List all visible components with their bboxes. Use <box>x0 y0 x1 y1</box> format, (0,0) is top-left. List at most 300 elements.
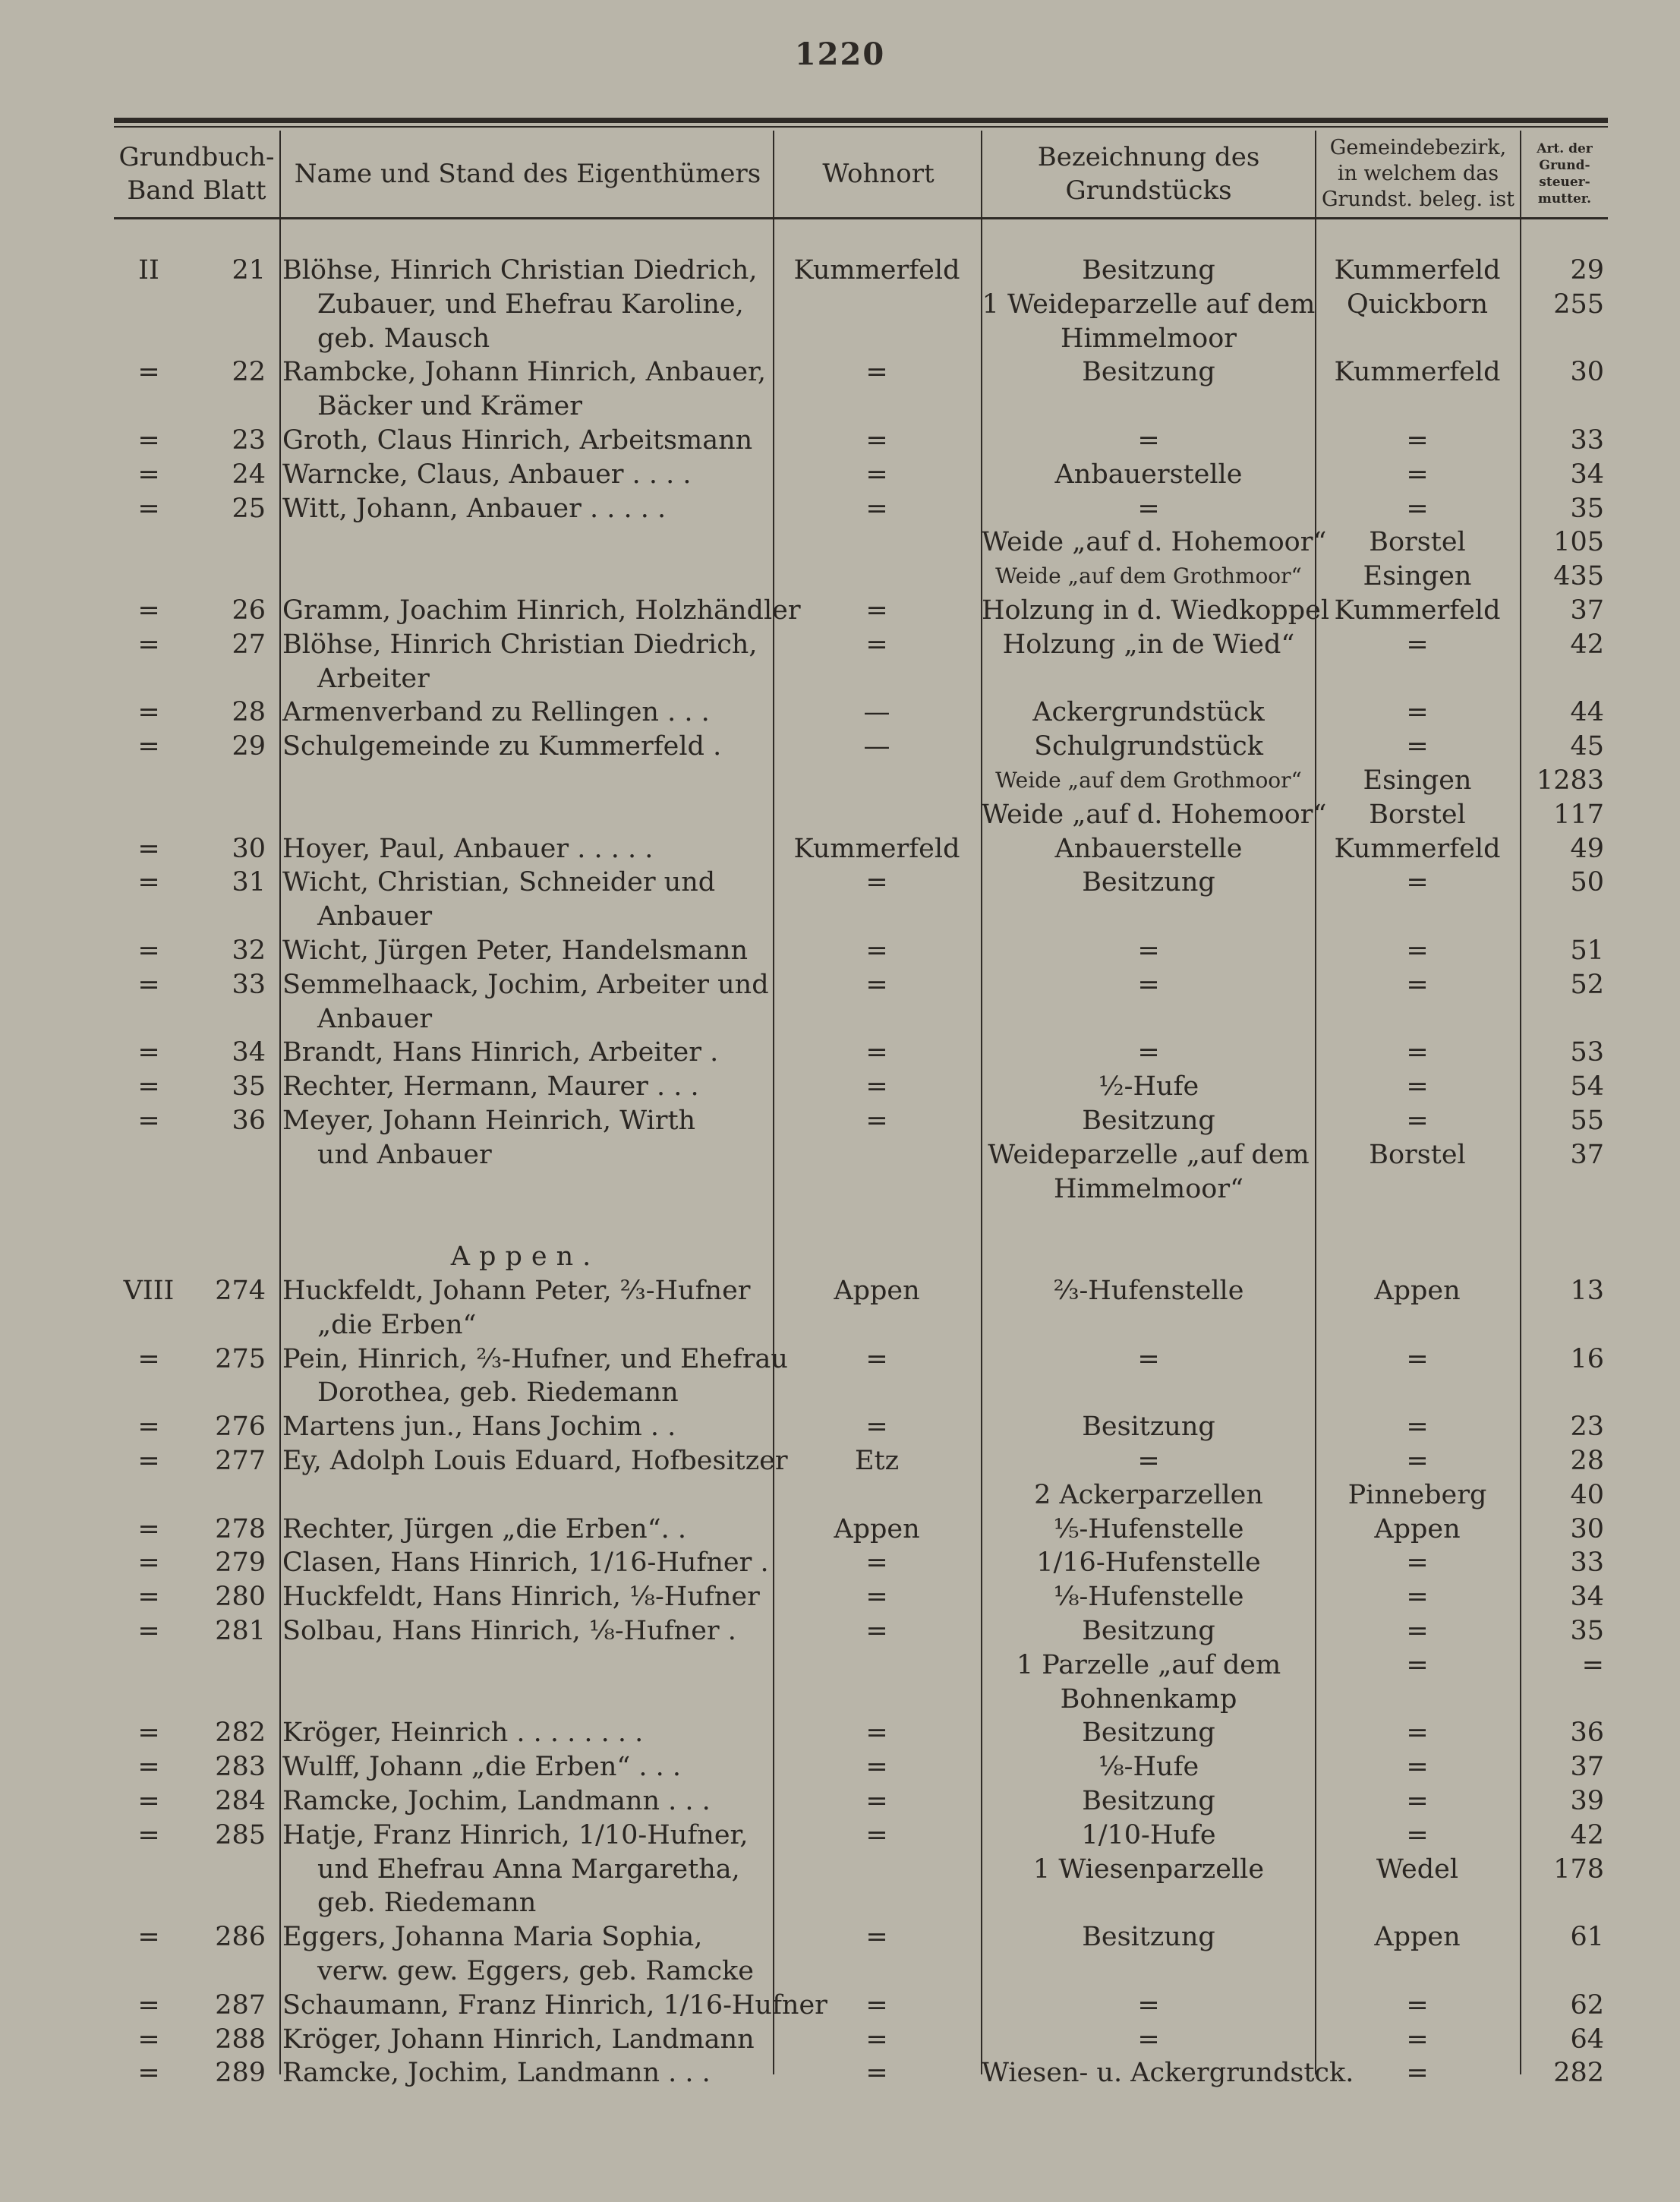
table-row <box>0 662 1680 696</box>
table-row <box>0 594 1680 627</box>
cell-band: = <box>137 969 160 1000</box>
cell-name: Solbau, Hans Hinrich, ⅛-Hufner . <box>282 1616 736 1646</box>
table-row <box>0 254 1680 287</box>
cell-bez: Ackergrundstück <box>1032 697 1265 728</box>
cell-band: II <box>138 255 159 286</box>
cell-gem: = <box>1406 425 1429 456</box>
cell-wohnort: = <box>865 1786 888 1816</box>
cell-blatt: 288 <box>215 2024 266 2055</box>
header-wohnort: Wohnort <box>822 159 935 189</box>
cell-name: Schaumann, Franz Hinrich, 1/16-Hufner <box>282 1989 827 2021</box>
cell-band: = <box>137 1819 160 1850</box>
cell-band: = <box>137 595 160 626</box>
cell-band: = <box>137 1343 160 1374</box>
cell-bez: Weide „auf dem Grothmoor“ <box>995 768 1302 793</box>
cell-gem: Pinneberg <box>1347 1479 1487 1510</box>
table-row <box>0 1819 1680 1852</box>
cell-bez: = <box>1137 969 1160 1000</box>
cell-gem: = <box>1406 1547 1429 1579</box>
table-row <box>0 1784 1680 1818</box>
cell-art: 42 <box>1570 1819 1604 1850</box>
table-row <box>0 1376 1680 1409</box>
cell-name: Hatje, Franz Hinrich, 1/10-Hufner, <box>282 1819 749 1850</box>
cell-band: = <box>137 1513 160 1544</box>
cell-art: 178 <box>1553 1853 1604 1885</box>
cell-art: 35 <box>1570 493 1604 524</box>
table-row <box>0 832 1680 866</box>
cell-art: 54 <box>1570 1071 1604 1103</box>
cell-bez: = <box>1137 1343 1160 1374</box>
cell-wohnort: = <box>865 1752 888 1783</box>
cell-bez: Anbauerstelle <box>1054 459 1243 490</box>
cell-bez: = <box>1137 425 1160 456</box>
table-row <box>0 900 1680 933</box>
cell-wohnort: = <box>865 1989 888 2021</box>
cell-blatt: 276 <box>215 1412 266 1443</box>
cell-name: Wicht, Jürgen Peter, Handelsmann <box>282 935 749 966</box>
cell-name: Ramcke, Jochim, Landmann . . . <box>282 1786 711 1816</box>
cell-name: Rechter, Hermann, Maurer . . . <box>282 1071 699 1103</box>
cell-gem: Kummerfeld <box>1334 595 1501 626</box>
cell-blatt: 22 <box>232 357 266 388</box>
cell-name: „die Erben“ <box>317 1309 477 1340</box>
table-row <box>0 1954 1680 1988</box>
cell-wohnort: = <box>865 2024 888 2055</box>
table-row <box>0 1648 1680 1682</box>
cell-art: 105 <box>1553 527 1604 558</box>
cell-bez: = <box>1137 2024 1160 2055</box>
cell-art: 49 <box>1570 833 1604 864</box>
cell-gem: = <box>1406 1037 1429 1068</box>
cell-band: = <box>137 731 160 762</box>
cell-blatt: 33 <box>232 969 266 1000</box>
table-row <box>0 730 1680 763</box>
table-row <box>0 1104 1680 1137</box>
cell-wohnort: Kummerfeld <box>793 255 960 286</box>
cell-wohnort: Kummerfeld <box>793 833 960 864</box>
cell-gem: = <box>1406 1649 1429 1680</box>
cell-blatt: 28 <box>232 697 266 728</box>
cell-gem: = <box>1406 1343 1429 1374</box>
cell-blatt: 275 <box>215 1343 266 1374</box>
cell-gem: = <box>1406 697 1429 728</box>
cell-art: 13 <box>1570 1276 1604 1306</box>
cell-gem: = <box>1406 731 1429 762</box>
cell-wohnort: — <box>863 731 890 762</box>
table-row <box>0 1716 1680 1749</box>
cell-wohnort: = <box>865 595 888 626</box>
cell-gem: = <box>1406 1718 1429 1749</box>
header-top-rule <box>114 118 1608 123</box>
table-row <box>0 1342 1680 1376</box>
table-row <box>0 1513 1680 1546</box>
cell-bez: = <box>1137 1989 1160 2021</box>
cell-gem: Appen <box>1374 1922 1461 1953</box>
cell-bez: Wiesen- u. Ackergrundstck. <box>982 2058 1354 2089</box>
cell-wohnort: = <box>865 1412 888 1443</box>
header-band-blatt <box>114 133 279 215</box>
cell-name: Blöhse, Hinrich Christian Diedrich, <box>282 629 758 660</box>
cell-bez: Himmelmoor <box>1060 323 1237 354</box>
table-row <box>0 1172 1680 1206</box>
cell-art: 117 <box>1553 799 1604 830</box>
header-art-line1: Art. der <box>1537 141 1593 156</box>
cell-bez: = <box>1137 1037 1160 1068</box>
cell-art: 33 <box>1570 1547 1604 1579</box>
table-row <box>0 1206 1680 1239</box>
header-gemeinde-line3: Grundst. beleg. ist <box>1321 188 1515 211</box>
cell-art: 61 <box>1570 1922 1604 1953</box>
cell-gem: Kummerfeld <box>1334 255 1501 286</box>
cell-bez: Weideparzelle „auf dem <box>988 1139 1310 1170</box>
table-row <box>0 322 1680 355</box>
cell-blatt: 21 <box>232 255 266 286</box>
cell-name: Witt, Johann, Anbauer . . . . . <box>282 493 667 524</box>
cell-name: Hoyer, Paul, Anbauer . . . . . <box>282 833 654 864</box>
cell-band: = <box>137 1446 160 1476</box>
cell-art: 36 <box>1570 1718 1604 1749</box>
cell-gem: = <box>1406 969 1429 1000</box>
cell-gem: = <box>1406 1616 1429 1646</box>
cell-wohnort: Appen <box>834 1513 920 1544</box>
cell-art: 30 <box>1570 357 1604 388</box>
cell-blatt: 279 <box>215 1547 266 1579</box>
cell-bez: Schulgrundstück <box>1034 731 1263 762</box>
cell-art: 42 <box>1570 629 1604 660</box>
cell-art: 34 <box>1570 459 1604 490</box>
header-art <box>1521 133 1608 215</box>
table-row <box>0 355 1680 389</box>
cell-band: = <box>137 1989 160 2021</box>
cell-blatt: 35 <box>232 1071 266 1103</box>
cell-gem: = <box>1406 1786 1429 1816</box>
cell-bez: = <box>1137 493 1160 524</box>
cell-bez: Anbauerstelle <box>1054 833 1243 864</box>
cell-art: 1283 <box>1536 765 1604 796</box>
table-row <box>0 525 1680 559</box>
cell-name: Gramm, Joachim Hinrich, Holzhändler <box>282 595 801 626</box>
cell-wohnort: Appen <box>834 1276 920 1306</box>
cell-bez: 1/16-Hufenstelle <box>1036 1547 1261 1579</box>
cell-band: = <box>137 935 160 966</box>
cell-band: = <box>137 833 160 864</box>
cell-gem: = <box>1406 935 1429 966</box>
cell-wohnort: = <box>865 629 888 660</box>
cell-wohnort: = <box>865 1819 888 1850</box>
page-number: 1220 <box>794 36 886 72</box>
cell-gem: = <box>1406 1819 1429 1850</box>
cell-wohnort: — <box>863 697 890 728</box>
cell-blatt: 281 <box>215 1616 266 1646</box>
cell-wohnort: = <box>865 357 888 388</box>
cell-wohnort: = <box>865 969 888 1000</box>
cell-gem: Wedel <box>1376 1853 1459 1885</box>
cell-wohnort: = <box>865 1582 888 1613</box>
cell-blatt: 289 <box>215 2058 266 2089</box>
table-row <box>0 2023 1680 2056</box>
cell-blatt: 24 <box>232 459 266 490</box>
table-row <box>0 968 1680 1002</box>
cell-name: Anbauer <box>317 901 433 932</box>
table-row <box>0 934 1680 967</box>
cell-bez: Besitzung <box>1082 1786 1215 1816</box>
cell-band: = <box>137 1037 160 1068</box>
cell-wohnort: = <box>865 493 888 524</box>
cell-wohnort: = <box>865 425 888 456</box>
cell-gem: = <box>1406 867 1429 898</box>
header-gemeinde <box>1316 133 1520 215</box>
cell-art: 50 <box>1570 867 1604 898</box>
cell-wohnort: = <box>865 459 888 490</box>
table-row <box>0 424 1680 457</box>
cell-name: Armenverband zu Rellingen . . . <box>282 697 710 728</box>
header-bezeichnung-line2: Grundstücks <box>1065 175 1232 206</box>
cell-bez: ⅕-Hufenstelle <box>1053 1513 1244 1544</box>
cell-wohnort: = <box>865 1037 888 1068</box>
cell-blatt: 274 <box>215 1276 266 1306</box>
table-row <box>0 1444 1680 1478</box>
cell-art: 30 <box>1570 1513 1604 1544</box>
table-row <box>0 2056 1680 2090</box>
cell-gem: Esingen <box>1363 561 1472 592</box>
table-row <box>0 1989 1680 2022</box>
table-row <box>0 696 1680 729</box>
cell-art: 255 <box>1553 289 1604 320</box>
cell-band: = <box>137 2058 160 2089</box>
cell-blatt: 23 <box>232 425 266 456</box>
cell-gem: Kummerfeld <box>1334 357 1501 388</box>
cell-band: = <box>137 357 160 388</box>
cell-bez: Holzung in d. Wiedkoppel <box>982 595 1330 626</box>
cell-band: = <box>137 629 160 660</box>
cell-band: = <box>137 1106 160 1136</box>
cell-bez: Besitzung <box>1082 1922 1215 1953</box>
cell-gem: = <box>1406 1412 1429 1443</box>
cell-art: 282 <box>1553 2058 1604 2089</box>
table-row <box>0 1274 1680 1308</box>
table-row <box>0 1036 1680 1069</box>
table-row <box>0 560 1680 593</box>
cell-art: 51 <box>1570 935 1604 966</box>
cell-blatt: 284 <box>215 1786 266 1816</box>
header-band-blatt-line2: Band Blatt <box>127 175 266 206</box>
cell-band: = <box>137 1412 160 1443</box>
cell-bez: = <box>1137 1446 1160 1476</box>
cell-blatt: 27 <box>232 629 266 660</box>
cell-bez: 1 Wiesenparzelle <box>1032 1853 1265 1885</box>
header-band-blatt-line1: Grundbuch- <box>118 142 275 172</box>
table-row <box>0 492 1680 525</box>
cell-gem: Borstel <box>1369 1139 1466 1170</box>
cell-art: 37 <box>1570 1752 1604 1783</box>
cell-wohnort: = <box>865 1616 888 1646</box>
header-art-line3: steuer- <box>1539 175 1590 190</box>
cell-bez: Weide „auf d. Hohemoor“ <box>982 799 1327 830</box>
cell-bez: Besitzung <box>1082 867 1215 898</box>
cell-art: 28 <box>1570 1446 1604 1476</box>
cell-gem: Esingen <box>1363 765 1472 796</box>
header-bottom-rule <box>114 217 1608 219</box>
cell-blatt: 29 <box>232 731 266 762</box>
table-row <box>0 1410 1680 1443</box>
cell-art: 39 <box>1570 1786 1604 1816</box>
header-top-rule-thin <box>114 126 1608 128</box>
cell-band: = <box>137 1786 160 1816</box>
cell-art: 62 <box>1570 1989 1604 2021</box>
cell-name: Arbeiter <box>317 663 430 694</box>
table-row <box>0 1002 1680 1036</box>
table-row <box>0 764 1680 797</box>
cell-name: Semmelhaack, Jochim, Arbeiter und <box>282 969 769 1000</box>
cell-name: Ey, Adolph Louis Eduard, Hofbesitzer <box>282 1446 788 1476</box>
cell-gem: = <box>1406 1989 1429 2021</box>
cell-name: Bäcker und Krämer <box>317 391 582 422</box>
cell-bez: ½-Hufe <box>1098 1071 1199 1103</box>
cell-gem: Borstel <box>1369 527 1466 558</box>
cell-name: und Anbauer <box>317 1139 492 1170</box>
cell-blatt: 280 <box>215 1582 266 1613</box>
cell-name: Eggers, Johanna Maria Sophia, <box>282 1922 703 1953</box>
cell-gem: = <box>1406 1106 1429 1136</box>
cell-bez: Besitzung <box>1082 1412 1215 1443</box>
cell-art: 37 <box>1570 595 1604 626</box>
cell-bez: Holzung „in de Wied“ <box>1002 629 1295 660</box>
cell-bez: Besitzung <box>1082 1718 1215 1749</box>
cell-name: Wicht, Christian, Schneider und <box>282 867 716 898</box>
cell-blatt: 282 <box>215 1718 266 1749</box>
cell-wohnort: = <box>865 935 888 966</box>
cell-bez: Bohnenkamp <box>1060 1683 1237 1715</box>
cell-name: Kröger, Johann Hinrich, Landmann <box>282 2024 755 2055</box>
cell-wohnort: = <box>865 1718 888 1749</box>
header-name: Name und Stand des Eigenthümers <box>294 159 761 189</box>
cell-band: = <box>137 1547 160 1579</box>
cell-name: verw. gew. Eggers, geb. Ramcke <box>317 1956 754 1986</box>
table-row <box>0 1614 1680 1648</box>
header-art-line2: Grund- <box>1539 158 1590 173</box>
cell-bez: 1 Parzelle „auf dem <box>1016 1649 1281 1680</box>
table-row <box>0 1886 1680 1920</box>
cell-name: Pein, Hinrich, ⅔-Hufner, und Ehefrau <box>282 1343 788 1374</box>
cell-gem: Borstel <box>1369 799 1466 830</box>
cell-name: Rambcke, Johann Hinrich, Anbauer, <box>282 357 767 388</box>
cell-art: 53 <box>1570 1037 1604 1068</box>
cell-band: = <box>137 459 160 490</box>
table-row <box>0 288 1680 321</box>
cell-gem: = <box>1406 493 1429 524</box>
cell-bez: Weide „auf dem Grothmoor“ <box>995 563 1302 589</box>
cell-wohnort: Etz <box>854 1446 900 1476</box>
table-row <box>0 1546 1680 1579</box>
cell-wohnort: = <box>865 867 888 898</box>
cell-name: Huckfeldt, Johann Peter, ⅔-Hufner <box>282 1276 751 1306</box>
cell-name: und Ehefrau Anna Margaretha, <box>317 1853 740 1885</box>
cell-blatt: 25 <box>232 493 266 524</box>
cell-blatt: 285 <box>215 1819 266 1850</box>
table-row <box>0 458 1680 491</box>
cell-name: Clasen, Hans Hinrich, 1/16-Hufner . <box>282 1547 769 1579</box>
cell-wohnort: = <box>865 1106 888 1136</box>
cell-blatt: 36 <box>232 1106 266 1136</box>
cell-blatt: 34 <box>232 1037 266 1068</box>
cell-name: Anbauer <box>317 1003 433 1034</box>
table-row <box>0 1683 1680 1716</box>
cell-blatt: 283 <box>215 1752 266 1783</box>
table-row <box>0 798 1680 831</box>
cell-name: Wulff, Johann „die Erben“ . . . <box>282 1752 682 1783</box>
cell-name: Schulgemeinde zu Kummerfeld . <box>282 731 722 762</box>
cell-wohnort: = <box>865 2058 888 2089</box>
cell-bez: Besitzung <box>1082 1106 1215 1136</box>
cell-art: 37 <box>1570 1139 1604 1170</box>
cell-bez: = <box>1137 935 1160 966</box>
cell-gem: Appen <box>1374 1513 1461 1544</box>
cell-name: geb. Mausch <box>317 323 490 354</box>
cell-name: Warncke, Claus, Anbauer . . . . <box>282 459 692 490</box>
cell-name: Huckfeldt, Hans Hinrich, ⅛-Hufner <box>282 1582 760 1613</box>
cell-bez: Besitzung <box>1082 357 1215 388</box>
cell-art: 23 <box>1570 1412 1604 1443</box>
header-gemeinde-line2: in welchem das <box>1337 162 1499 185</box>
section-heading-row <box>0 1240 1680 1273</box>
cell-blatt: 32 <box>232 935 266 966</box>
cell-art: 35 <box>1570 1616 1604 1646</box>
cell-bez: 1/10-Hufe <box>1081 1819 1216 1850</box>
cell-blatt: 30 <box>232 833 266 864</box>
cell-name: Kröger, Heinrich . . . . . . . . <box>282 1718 644 1749</box>
cell-art: 40 <box>1570 1479 1604 1510</box>
cell-art: 44 <box>1570 697 1604 728</box>
cell-bez: ⅛-Hufenstelle <box>1053 1582 1244 1613</box>
cell-gem: Quickborn <box>1347 289 1488 320</box>
cell-blatt: 31 <box>232 867 266 898</box>
cell-art: 52 <box>1570 969 1604 1000</box>
cell-gem: = <box>1406 1446 1429 1476</box>
cell-blatt: 277 <box>215 1446 266 1476</box>
cell-wohnort: = <box>865 1343 888 1374</box>
cell-blatt: 26 <box>232 595 266 626</box>
table-row <box>0 390 1680 423</box>
cell-name: Rechter, Jürgen „die Erben“. . <box>282 1513 686 1544</box>
cell-wohnort: = <box>865 1071 888 1103</box>
header-gemeinde-line1: Gemeindebezirk, <box>1329 136 1507 159</box>
cell-name: Ramcke, Jochim, Landmann . . . <box>282 2058 711 2089</box>
cell-art: = <box>1581 1649 1604 1680</box>
header-bezeichnung-line1: Bezeichnung des <box>1037 142 1260 172</box>
cell-art: 16 <box>1570 1343 1604 1374</box>
table-row <box>0 1070 1680 1103</box>
table-row <box>0 1750 1680 1784</box>
header-bezeichnung <box>982 133 1315 215</box>
cell-bez: Besitzung <box>1082 255 1215 286</box>
cell-gem: Kummerfeld <box>1334 833 1501 864</box>
cell-band: = <box>137 1071 160 1103</box>
cell-band: = <box>137 697 160 728</box>
cell-art: 34 <box>1570 1582 1604 1613</box>
table-row <box>0 1478 1680 1512</box>
cell-art: 45 <box>1570 731 1604 762</box>
cell-bez: 1 Weideparzelle auf dem <box>982 289 1316 320</box>
cell-name: Dorothea, geb. Riedemann <box>317 1377 679 1409</box>
table-row <box>0 1580 1680 1614</box>
cell-blatt: 286 <box>215 1922 266 1953</box>
cell-bez: 2 Ackerparzellen <box>1034 1479 1263 1510</box>
cell-gem: = <box>1406 459 1429 490</box>
cell-name: Brandt, Hans Hinrich, Arbeiter . <box>282 1037 719 1068</box>
cell-art: 29 <box>1570 255 1604 286</box>
cell-wohnort: = <box>865 1547 888 1579</box>
cell-wohnort: = <box>865 1922 888 1953</box>
